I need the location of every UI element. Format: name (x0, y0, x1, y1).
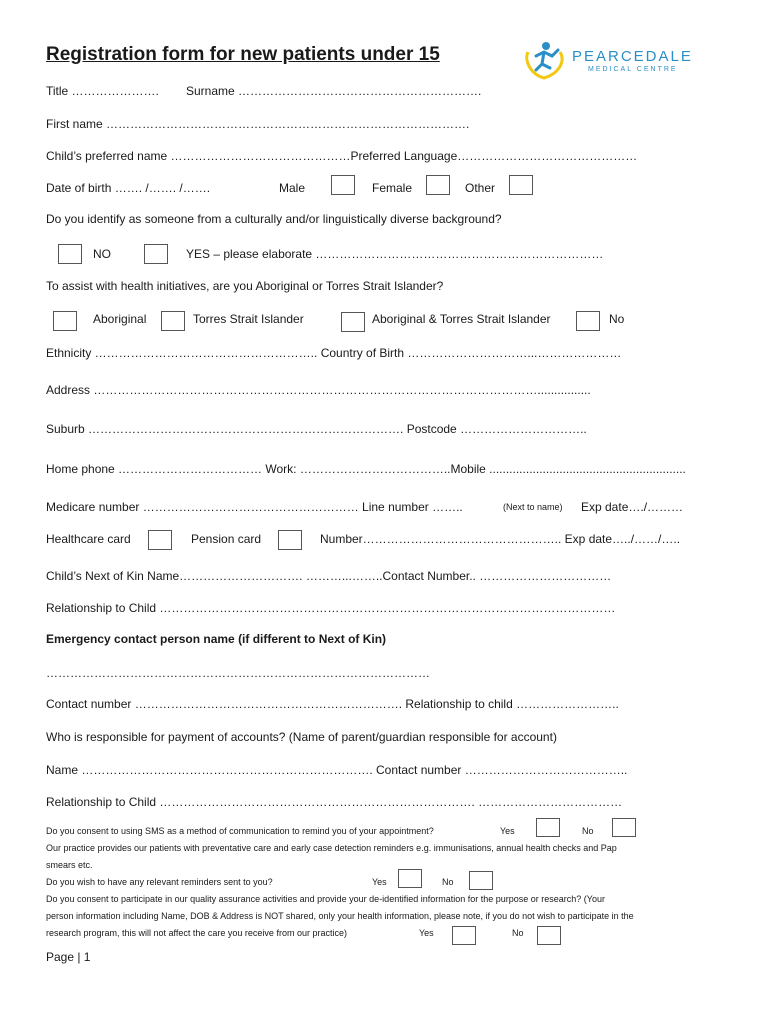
cald-yes-field[interactable]: YES – please elaborate ……………………………………………………………… (186, 247, 604, 261)
sms-no-checkbox[interactable] (612, 818, 636, 837)
next-of-kin-field[interactable]: Child’s Next of Kin Name…………………………. ………...……..Contact Number.. …………………………… (46, 569, 612, 583)
medicare-exp-field[interactable]: Exp date…./……… (581, 500, 684, 514)
sms-yes-label: Yes (500, 826, 515, 836)
research-yes-label: Yes (419, 928, 434, 938)
title-field[interactable]: Title …………………. (46, 84, 159, 98)
emergency-heading: Emergency contact person name (if different to Next of Kin) (46, 632, 387, 646)
female-label: Female (372, 181, 413, 195)
card-number-field[interactable]: Number………………………………………….. Exp date…../……/….. (320, 532, 681, 546)
both-checkbox[interactable] (341, 312, 365, 332)
tsi-label: Torres Strait Islander (193, 312, 304, 326)
emergency-contact-field[interactable]: Contact number …………………………………………………………. Relationship to child …………………….. (46, 697, 619, 711)
dob-field[interactable]: Date of birth ……. /……. /……. (46, 181, 211, 195)
next-to-name-note: (Next to name) (503, 502, 563, 512)
medicare-field[interactable]: Medicare number ……………………………………………… Line number …….. (46, 500, 463, 514)
preventative-text-2: smears etc. (46, 860, 93, 870)
healthcare-card-label: Healthcare card (46, 532, 131, 546)
sms-no-label: No (582, 826, 594, 836)
logo-subtitle: MEDICAL CENTRE (588, 66, 678, 73)
payer-name-field[interactable]: Name ………………………………………………………………. Contact number ………………………………….. (46, 763, 628, 777)
ethnicity-field[interactable]: Ethnicity ……………………………………………….. Country of Birth …………………………...………………… (46, 346, 622, 360)
preventative-text-1: Our practice provides our patients with preventative care and early case detection reminders e.g. immunisations, annual health checks and Pap (46, 843, 617, 853)
aboriginal-label: Aboriginal (93, 312, 147, 326)
sms-yes-checkbox[interactable] (536, 818, 560, 837)
cald-question: Do you identify as someone from a culturally and/or linguistically diverse background? (46, 212, 502, 226)
payer-relationship-field[interactable]: Relationship to Child ……………………………………………………………………. ……………………………… (46, 795, 623, 809)
surname-field[interactable]: Surname ……………………………………………………. (186, 84, 482, 98)
logo (522, 38, 712, 82)
emergency-name-field[interactable]: …………………………………………………………………………………… (46, 666, 430, 680)
page-title: Registration form for new patients under 15 (46, 44, 440, 65)
atsi-question: To assist with health initiatives, are you Aboriginal or Torres Strait Islander? (46, 279, 444, 293)
reminders-no-checkbox[interactable] (469, 871, 493, 890)
reminders-no-label: No (442, 877, 454, 887)
research-no-checkbox[interactable] (537, 926, 561, 945)
male-label: Male (279, 181, 306, 195)
atsi-no-label: No (609, 312, 625, 326)
research-yes-checkbox[interactable] (452, 926, 476, 945)
sms-question: Do you consent to using SMS as a method of communication to remind you of your appointment? (46, 826, 434, 836)
payment-question: Who is responsible for payment of accounts? (Name of parent/guardian responsible for account) (46, 730, 557, 744)
research-text-3: research program, this will not affect the care you receive from our practice) (46, 928, 347, 938)
relationship-field[interactable]: Relationship to Child …………………………………………………………………………………………………… (46, 601, 616, 615)
reminders-yes-checkbox[interactable] (398, 869, 422, 888)
preferred-name-field[interactable]: Child’s preferred name ………………………………………Preferred Language……………………………………… (46, 149, 638, 163)
pension-card-checkbox[interactable] (278, 530, 302, 550)
pension-card-label: Pension card (191, 532, 262, 546)
research-no-label: No (512, 928, 524, 938)
address-field[interactable]: Address …………………………………………………………………………………………………................ (46, 383, 591, 397)
male-checkbox[interactable] (331, 175, 355, 195)
research-text-1: Do you consent to participate in our quality assurance activities and provide your de-identified information for the purpose or research? (Your (46, 894, 605, 904)
female-checkbox[interactable] (426, 175, 450, 195)
research-text-2: person information including Name, DOB & Address is NOT shared, only your health information, please note, if you do not wish to participate in the (46, 911, 634, 921)
tsi-checkbox[interactable] (161, 311, 185, 331)
phones-field[interactable]: Home phone ……………………………… Work: ………………………………..Mobile ........................................................... (46, 462, 686, 476)
other-label: Other (465, 181, 496, 195)
cald-no-checkbox[interactable] (58, 244, 82, 264)
suburb-field[interactable]: Suburb ……………………………………………………………………. Postcode ………………………….. (46, 422, 587, 436)
page-number: Page | 1 (46, 950, 91, 964)
cald-no-label: NO (93, 247, 111, 261)
cald-yes-checkbox[interactable] (144, 244, 168, 264)
aboriginal-checkbox[interactable] (53, 311, 77, 331)
first-name-field[interactable]: First name ………………………………………………………………………………. (46, 117, 470, 131)
healthcare-card-checkbox[interactable] (148, 530, 172, 550)
both-label: Aboriginal & Torres Strait Islander (372, 312, 551, 326)
atsi-no-checkbox[interactable] (576, 311, 600, 331)
logo-figure-icon (522, 38, 568, 82)
logo-name: PEARCEDALE (572, 48, 693, 65)
reminders-question: Do you wish to have any relevant reminders sent to you? (46, 877, 273, 887)
other-checkbox[interactable] (509, 175, 533, 195)
reminders-yes-label: Yes (372, 877, 387, 887)
